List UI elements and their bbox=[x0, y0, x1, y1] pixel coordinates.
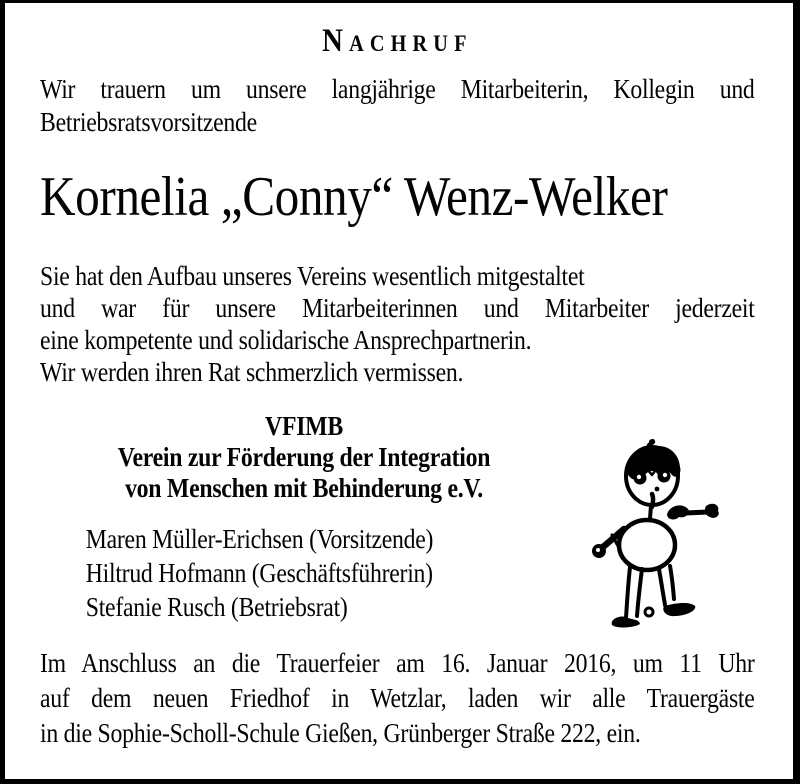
drawing-neck bbox=[650, 505, 651, 519]
tribute-paragraph bbox=[40, 260, 755, 388]
child-drawing-svg bbox=[589, 439, 721, 631]
tribute-line: und war für unsere Mitarbeiterinnen und Mitarbeiter jederzeit bbox=[40, 293, 755, 323]
signatories-list bbox=[86, 522, 433, 624]
organization-name-line: von Menschen mit Behinderung e.V. bbox=[125, 473, 483, 503]
organization-abbr: VFIMB bbox=[265, 411, 343, 441]
drawing-hand-right bbox=[705, 504, 719, 518]
organization-name-line: Verein zur Förderung der Integration bbox=[117, 442, 491, 472]
signatory: Maren Müller-Erichsen (Vorsitzende) bbox=[85, 524, 434, 554]
funeral-info-paragraph bbox=[40, 646, 755, 751]
funeral-info-line: auf dem neuen Friedhof in Wetzlar, laden wir alle Trauergäste bbox=[40, 683, 755, 713]
intro-line: Wir trauern um unsere langjährige Mitarbeiterin, Kollegin und bbox=[40, 74, 755, 104]
drawing-mouth bbox=[655, 487, 660, 492]
organization-block bbox=[40, 411, 568, 504]
intro-line: Betriebsratsvorsitzende bbox=[40, 107, 257, 137]
child-figure-drawing-icon bbox=[589, 439, 721, 631]
drawing-eye-right-highlight bbox=[663, 473, 667, 477]
page-title: Nachruf bbox=[321, 23, 473, 59]
tribute-line: eine kompetente und solidarische Ansprechpartnerin. bbox=[40, 325, 532, 355]
text-column bbox=[40, 3, 755, 779]
drawing-foot-left bbox=[612, 617, 640, 628]
tribute-line: Wir werden ihren Rat schmerzlich vermissen. bbox=[40, 357, 464, 387]
intro-paragraph bbox=[40, 73, 755, 139]
funeral-info-line: Im Anschluss an die Trauerfeier am 16. Januar 2016, um 11 Uhr bbox=[40, 648, 755, 678]
drawing-leg-right-outer bbox=[659, 569, 665, 605]
drawing-leg-right-inner bbox=[670, 566, 674, 599]
signatory: Hiltrud Hofmann (Geschäftsführerin) bbox=[85, 558, 433, 588]
signatory: Stefanie Rusch (Betriebsrat) bbox=[85, 592, 348, 622]
funeral-info-line: in die Sophie-Scholl-Schule Gießen, Grünberger Straße 222, ein. bbox=[40, 718, 641, 748]
deceased-name: Kornelia „Conny“ Wenz-Welker bbox=[40, 166, 668, 228]
drawing-leg-left-outer bbox=[626, 567, 630, 618]
drawing-leg-left-inner bbox=[637, 569, 642, 616]
drawing-foot-right bbox=[663, 603, 695, 616]
drawing-arm-right bbox=[685, 512, 708, 513]
drawing-hand-left-highlight bbox=[596, 548, 600, 552]
drawing-eye-left-highlight bbox=[637, 475, 641, 479]
drawing-body bbox=[619, 520, 675, 570]
drawing-heel-circle bbox=[645, 608, 653, 616]
tribute-line: Sie hat den Aufbau unseres Vereins wesentlich mitgestaltet bbox=[40, 261, 585, 291]
